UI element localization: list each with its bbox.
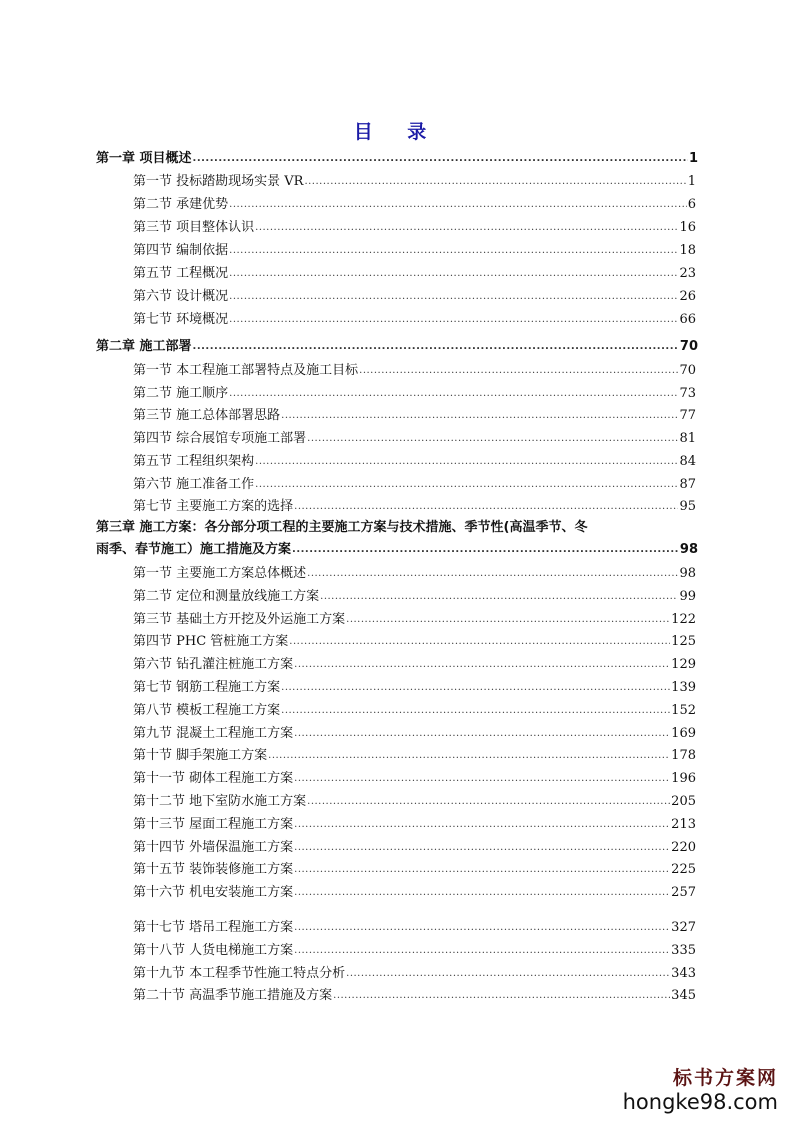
toc-section[interactable] bbox=[133, 883, 696, 903]
toc-section[interactable] bbox=[133, 724, 696, 744]
section-label: 第六节 施工准备工作 bbox=[133, 476, 255, 492]
leader-dots bbox=[346, 609, 670, 630]
leader-dots bbox=[229, 286, 678, 307]
page-number: 77 bbox=[679, 408, 696, 424]
toc-section[interactable] bbox=[133, 701, 696, 721]
leader-dots bbox=[281, 700, 670, 721]
section-label: 第十七节 塔吊工程施工方案 bbox=[133, 920, 294, 935]
toc-section[interactable] bbox=[133, 195, 696, 215]
toc-section[interactable] bbox=[133, 838, 696, 858]
leader-dots bbox=[281, 405, 678, 426]
toc-title: 目 录 bbox=[353, 121, 441, 143]
leader-dots bbox=[193, 148, 688, 169]
leader-dots bbox=[229, 194, 687, 215]
leader-dots bbox=[294, 496, 678, 517]
toc-section[interactable] bbox=[133, 860, 696, 880]
leader-dots bbox=[294, 837, 670, 858]
page-number: 23 bbox=[679, 266, 696, 281]
page-number: 220 bbox=[671, 839, 696, 855]
page-number: 18 bbox=[679, 243, 696, 258]
page-number: 122 bbox=[671, 611, 696, 627]
leader-dots bbox=[292, 539, 679, 560]
leader-dots bbox=[294, 654, 670, 675]
section-label: 第三节 施工总体部署思路 bbox=[133, 408, 281, 424]
page-number: 335 bbox=[671, 942, 696, 958]
leader-dots bbox=[229, 263, 678, 284]
chapter-label: 第一章 项目概述 bbox=[96, 151, 192, 166]
leader-dots bbox=[229, 240, 678, 261]
toc-section[interactable] bbox=[133, 964, 696, 984]
section-label: 第七节 钢筋工程施工方案 bbox=[133, 680, 281, 695]
toc-section[interactable] bbox=[133, 610, 696, 630]
page-number: 6 bbox=[687, 197, 696, 212]
toc-section[interactable] bbox=[133, 218, 696, 238]
section-label: 第十八节 人货电梯施工方案 bbox=[133, 942, 294, 958]
section-label: 第二节 施工顺序 bbox=[133, 385, 229, 401]
toc-section[interactable] bbox=[133, 587, 696, 607]
section-label: 第十二节 地下室防水施工方案 bbox=[133, 794, 307, 809]
toc-section[interactable] bbox=[133, 632, 696, 652]
toc-section[interactable] bbox=[133, 655, 696, 675]
toc-section[interactable] bbox=[133, 241, 696, 261]
section-label: 第二节 定位和测量放线施工方案 bbox=[133, 588, 320, 604]
page-number: 81 bbox=[679, 431, 696, 447]
toc-chapter-3-line1[interactable]: 第三章 施工方案：各分部分项工程的主要施工方案与技术措施、季节性(高温季节、冬 bbox=[96, 520, 588, 535]
section-label: 第四节 PHC 管桩施工方案 bbox=[133, 634, 289, 650]
page-number: 327 bbox=[671, 920, 696, 935]
page-number: 84 bbox=[679, 453, 696, 469]
leader-dots bbox=[320, 586, 678, 607]
leader-dots bbox=[304, 171, 686, 192]
page-number: 99 bbox=[679, 588, 696, 604]
page-number: 257 bbox=[671, 885, 696, 901]
toc-section[interactable] bbox=[133, 384, 696, 404]
page-number: 70 bbox=[679, 339, 698, 354]
leader-dots bbox=[268, 745, 670, 766]
page-number: 205 bbox=[671, 794, 696, 809]
watermark-url: hongke98.com bbox=[622, 1090, 778, 1114]
page-number: 139 bbox=[671, 680, 696, 695]
leader-dots bbox=[255, 217, 678, 238]
leader-dots bbox=[229, 383, 678, 404]
leader-dots bbox=[359, 360, 678, 381]
toc-chapter-2[interactable] bbox=[96, 337, 698, 357]
page-number: 152 bbox=[671, 702, 696, 718]
toc-section[interactable] bbox=[133, 497, 696, 517]
leader-dots bbox=[307, 563, 678, 584]
page-number: 343 bbox=[671, 965, 696, 981]
toc-section[interactable] bbox=[133, 678, 696, 698]
page-number: 345 bbox=[671, 988, 696, 1004]
page-number: 213 bbox=[671, 816, 696, 832]
section-label: 第八节 模板工程施工方案 bbox=[133, 702, 281, 718]
section-label: 第七节 环境概况 bbox=[133, 312, 229, 327]
leader-dots bbox=[294, 882, 670, 903]
page-number: 169 bbox=[671, 725, 696, 741]
chapter-label: 第二章 施工部署 bbox=[96, 339, 192, 354]
leader-dots bbox=[229, 309, 678, 330]
leader-dots bbox=[255, 451, 678, 472]
leader-dots bbox=[281, 677, 670, 698]
leader-dots bbox=[307, 791, 670, 812]
section-label: 第五节 工程组织架构 bbox=[133, 453, 255, 469]
leader-dots bbox=[294, 917, 670, 938]
toc-chapter-3[interactable] bbox=[96, 540, 698, 560]
leader-dots bbox=[255, 474, 678, 495]
toc-section[interactable] bbox=[133, 986, 696, 1006]
toc-section[interactable] bbox=[133, 310, 696, 330]
section-label: 第十六节 机电安装施工方案 bbox=[133, 885, 294, 901]
leader-dots bbox=[346, 963, 670, 984]
toc-section[interactable] bbox=[133, 475, 696, 495]
section-label: 第一节 主要施工方案总体概述 bbox=[133, 566, 307, 581]
leader-dots bbox=[307, 428, 678, 449]
section-label: 第十四节 外墙保温施工方案 bbox=[133, 839, 294, 855]
page-number: 26 bbox=[679, 289, 696, 304]
leader-dots bbox=[294, 723, 670, 744]
toc-section[interactable] bbox=[133, 815, 696, 835]
toc-chapter-1[interactable] bbox=[96, 149, 698, 169]
section-label: 第十三节 屋面工程施工方案 bbox=[133, 816, 294, 832]
toc-section[interactable] bbox=[133, 172, 696, 192]
chapter-label: 雨季、春节施工）施工措施及方案 bbox=[96, 542, 292, 557]
section-label: 第十九节 本工程季节性施工特点分析 bbox=[133, 965, 346, 981]
leader-dots bbox=[193, 336, 679, 357]
page-number: 87 bbox=[679, 476, 696, 492]
section-label: 第二节 承建优势 bbox=[133, 197, 229, 212]
toc-section[interactable] bbox=[133, 287, 696, 307]
section-label: 第一节 投标踏勘现场实景 VR bbox=[133, 174, 304, 189]
toc-section[interactable] bbox=[133, 769, 696, 789]
page-number: 98 bbox=[679, 566, 696, 581]
page-number: 70 bbox=[679, 363, 696, 378]
section-label: 第七节 主要施工方案的选择 bbox=[133, 499, 294, 515]
leader-dots bbox=[333, 985, 670, 1006]
page-number: 66 bbox=[679, 312, 696, 327]
section-label: 第三节 项目整体认识 bbox=[133, 220, 255, 235]
toc-section[interactable] bbox=[133, 746, 696, 766]
section-label: 第三节 基础土方开挖及外运施工方案 bbox=[133, 611, 346, 627]
page-number: 98 bbox=[679, 542, 698, 557]
page-number: 73 bbox=[679, 385, 696, 401]
section-label: 第十一节 砌体工程施工方案 bbox=[133, 771, 294, 787]
section-label: 第四节 编制依据 bbox=[133, 243, 229, 258]
toc-section[interactable] bbox=[133, 941, 696, 961]
page-number: 1 bbox=[688, 151, 698, 166]
page-number: 125 bbox=[671, 634, 696, 650]
page-number: 178 bbox=[671, 748, 696, 764]
leader-dots bbox=[294, 768, 670, 789]
toc-section[interactable] bbox=[133, 264, 696, 284]
toc-section[interactable] bbox=[133, 452, 696, 472]
page-number: 129 bbox=[671, 657, 696, 673]
section-label: 第十五节 装饰装修施工方案 bbox=[133, 862, 294, 878]
page-number: 95 bbox=[679, 499, 696, 515]
section-label: 第四节 综合展馆专项施工部署 bbox=[133, 431, 307, 447]
page-number: 1 bbox=[687, 174, 696, 189]
section-label: 第九节 混凝土工程施工方案 bbox=[133, 725, 294, 741]
watermark-logo bbox=[623, 1063, 778, 1114]
section-label: 第六节 钻孔灌注桩施工方案 bbox=[133, 657, 294, 673]
toc-section[interactable] bbox=[133, 564, 696, 584]
section-label: 第二十节 高温季节施工措施及方案 bbox=[133, 988, 333, 1004]
leader-dots bbox=[294, 859, 670, 880]
section-label: 第五节 工程概况 bbox=[133, 266, 229, 281]
leader-dots bbox=[294, 940, 670, 961]
page-number: 196 bbox=[671, 771, 696, 787]
watermark-cn: 标书方案网 bbox=[672, 1067, 778, 1089]
toc-section[interactable] bbox=[133, 406, 696, 426]
section-label: 第一节 本工程施工部署特点及施工目标 bbox=[133, 363, 359, 378]
toc-section[interactable] bbox=[133, 429, 696, 449]
toc-section[interactable] bbox=[133, 792, 696, 812]
section-label: 第十节 脚手架施工方案 bbox=[133, 748, 268, 764]
page-number: 16 bbox=[679, 220, 696, 235]
leader-dots bbox=[294, 814, 670, 835]
toc-section[interactable] bbox=[133, 918, 696, 938]
toc-section[interactable] bbox=[133, 361, 696, 381]
page-number: 225 bbox=[671, 862, 696, 878]
leader-dots bbox=[289, 631, 670, 652]
section-label: 第六节 设计概况 bbox=[133, 289, 229, 304]
